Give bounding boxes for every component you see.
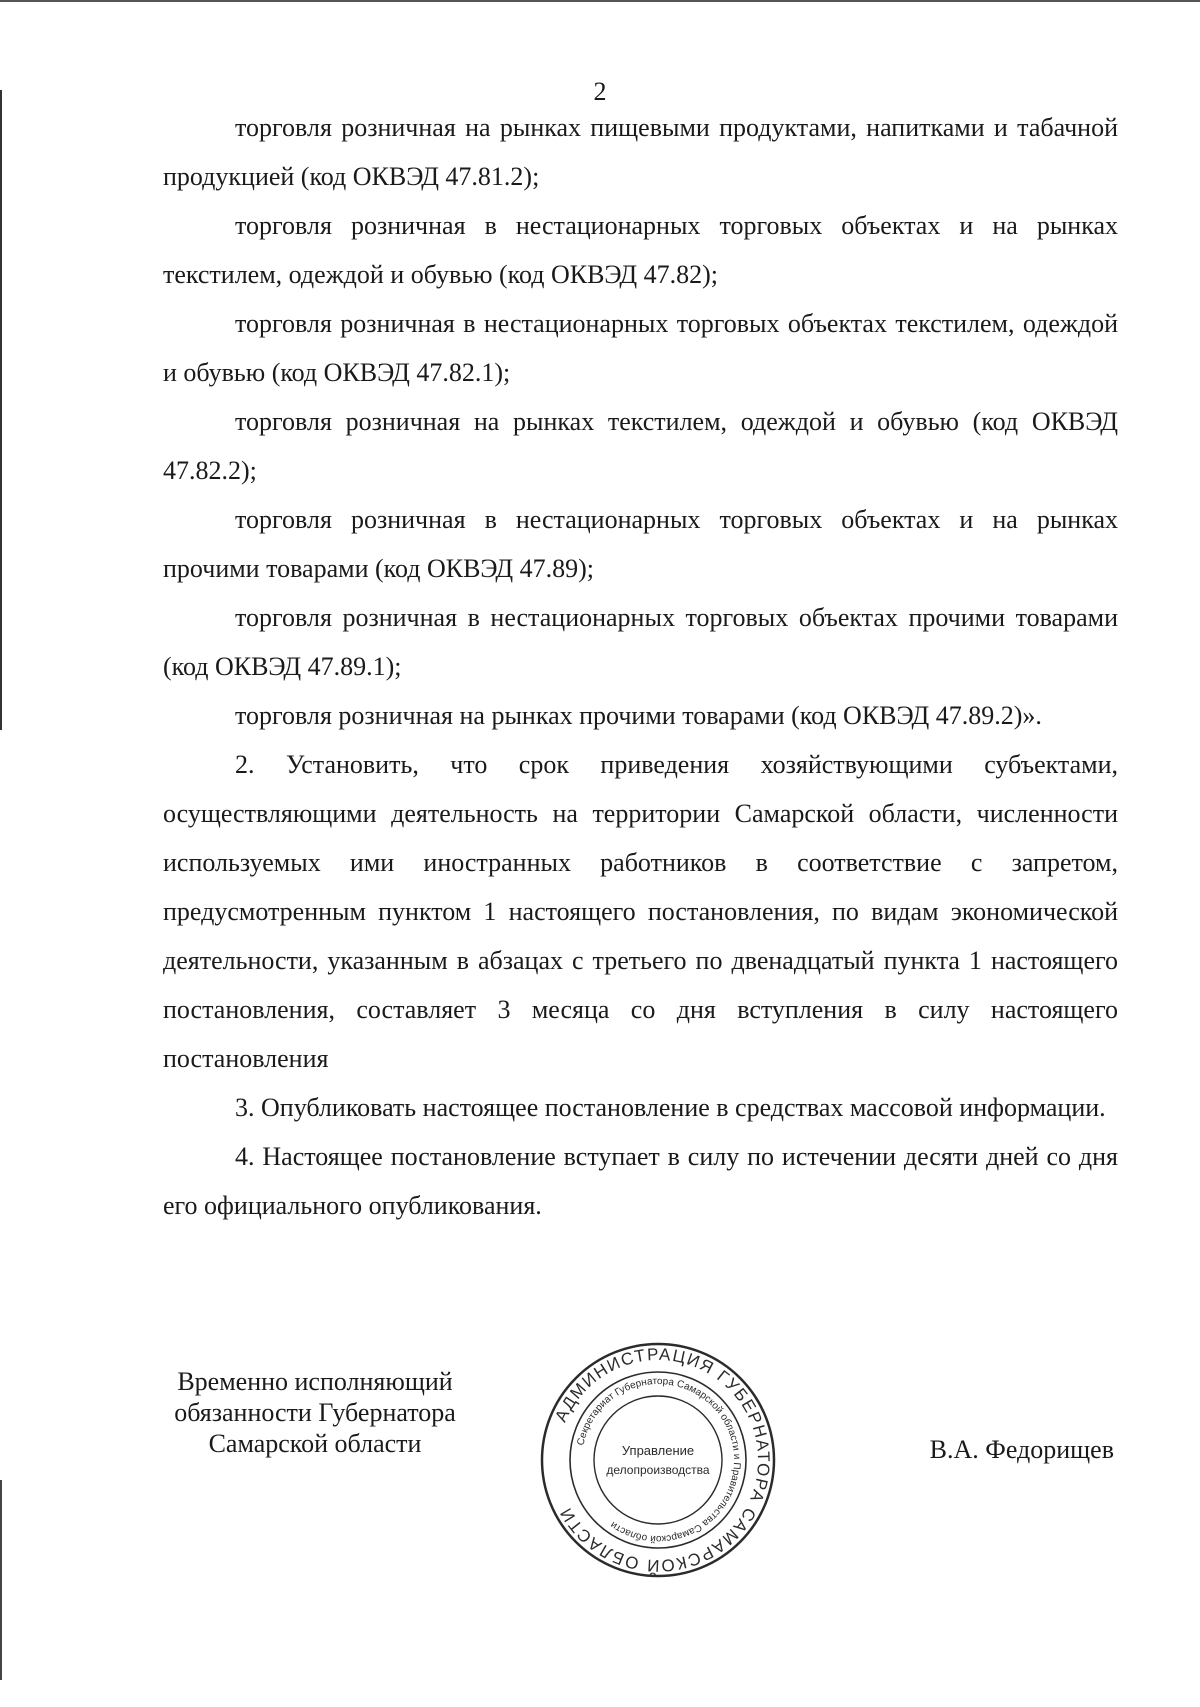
seal-outer-text: АДМИНИСТРАЦИЯ ГУБЕРНАТОРА САМАРСКОЙ ОБЛАСТИ [551,1344,774,1576]
signatory-line-1: Временно исполняющий [177,1367,453,1396]
paragraph-clause-4: 4. Настоящее постановление вступает в силу по истечении десяти дней со дня его официального опубликования. [163,1142,1118,1220]
paragraph-okved-47-89: торговля розничная в нестационарных торговых объектах и на рынках прочими товарами (код ОКВЭД 47.89); [163,505,1118,583]
scan-edge-left-lower [0,1480,2,1680]
signer-name: В.А. Федорищев [929,1435,1114,1464]
seal-center-line-2: делопроизводства [606,1463,710,1477]
document-body [163,103,1118,1230]
seal-inner-ring [594,1396,722,1524]
paragraph-okved-47-89-1: торговля розничная в нестационарных торговых объектах прочими товарами (код ОКВЭД 47.89.1); [163,603,1118,681]
signatory-title [150,1366,480,1459]
paragraph-okved-47-82-2: торговля розничная на рынках текстилем, одеждой и обувью (код ОКВЭД 47.82.2); [163,407,1118,485]
paragraph-okved-47-82: торговля розничная в нестационарных торговых объектах и на рынках текстилем, одеждой и обувью (код ОКВЭД 47.82); [163,211,1118,289]
signatory-line-3: Самарской области [208,1429,422,1458]
paragraph-okved-47-89-2: торговля розничная на рынках прочими товарами (код ОКВЭД 47.89.2)». [235,701,1042,730]
paragraph-okved-47-81-2: торговля розничная на рынках пищевыми продуктами, напитками и табачной продукцией (код ОКВЭД 47.81.2); [163,113,1118,191]
page-number: 2 [593,77,607,106]
signatory-line-2: обязанности Губернатора [174,1398,456,1427]
paragraph-clause-3: 3. Опубликовать настоящее постановление в средствах массовой информации. [235,1093,1106,1122]
seal-inner-text: Секретариат Губернатора Самарской области и Правительства Самарской области [575,1375,743,1545]
seal-middle-ring [570,1372,746,1548]
seal-center-line-1: Управление [621,1443,695,1458]
scan-edge-top [0,0,1200,2]
scan-edge-left [0,90,2,730]
paragraph-okved-47-82-1: торговля розничная в нестационарных торговых объектах текстилем, одеждой и обувью (код ОКВЭД 47.82.1); [163,309,1118,387]
official-seal-stamp [538,1340,778,1580]
paragraph-clause-2: 2. Установить, что срок приведения хозяйствующими субъектами, осуществляющими деятельность на территории Самарской области, численности используемых ими иностранных работников в соответствие с запретом, предусмотренным пунктом 1 настоящего постановления, по видам экономической деятельности, указанным в абзацах с третьего по двенадцатый пункта 1 настоящего постановления, составляет 3 месяца со дня вступления в силу настоящего постановления [163,750,1118,1073]
